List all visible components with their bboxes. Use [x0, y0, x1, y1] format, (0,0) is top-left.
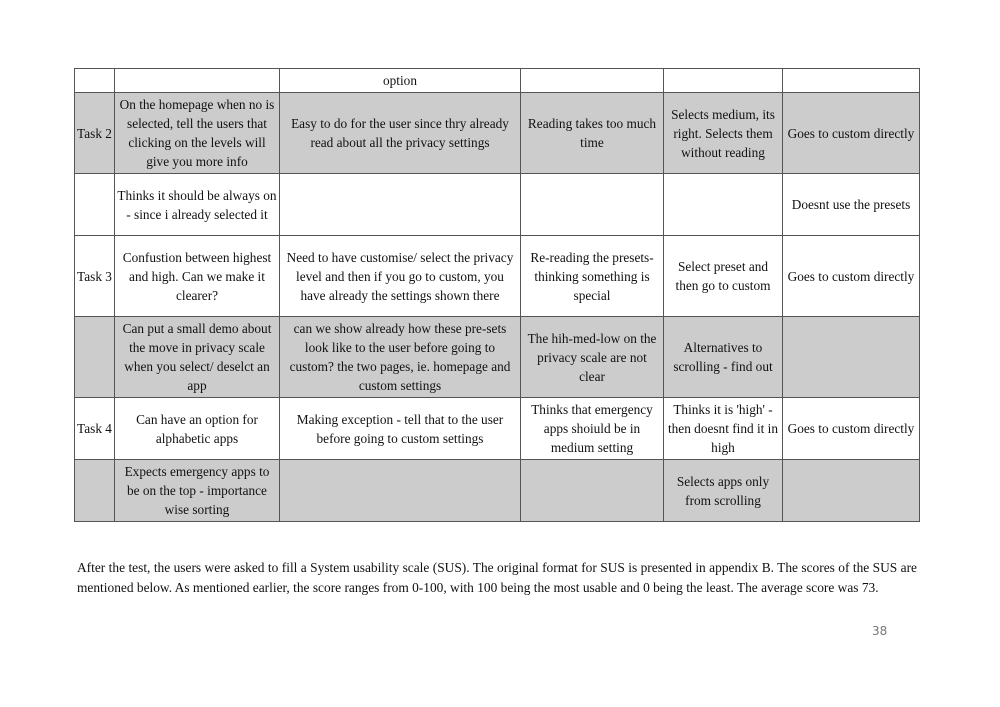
findings-table-body — [75, 69, 920, 522]
table-cell: Selects medium, its right. Selects them without reading — [664, 93, 783, 174]
table-row — [75, 317, 920, 398]
table-cell — [783, 317, 920, 398]
table-cell: Need to have customise/ select the privacy level and then if you go to custom, you have already the settings shown there — [280, 236, 521, 317]
table-cell: Thinks it should be always on - since i already selected it — [115, 174, 280, 236]
table-cell: Making exception - tell that to the user before going to custom settings — [280, 398, 521, 460]
table-cell: Thinks that emergency apps shoiuld be in medium setting — [521, 398, 664, 460]
table-row — [75, 174, 920, 236]
table-cell: Goes to custom directly — [783, 398, 920, 460]
table-cell: Doesnt use the presets — [783, 174, 920, 236]
table-cell — [280, 460, 521, 522]
table-cell — [521, 174, 664, 236]
table-cell: Expects emergency apps to be on the top - importance wise sorting — [115, 460, 280, 522]
table-cell: Can have an option for alphabetic apps — [115, 398, 280, 460]
task-label-cell — [75, 69, 115, 93]
table-row — [75, 93, 920, 174]
task-label-cell — [75, 174, 115, 236]
table-cell: The hih-med-low on the privacy scale are not clear — [521, 317, 664, 398]
table-cell: Easy to do for the user since thry already read about all the privacy settings — [280, 93, 521, 174]
table-cell: Selects apps only from scrolling — [664, 460, 783, 522]
table-cell — [521, 460, 664, 522]
table-cell: Can put a small demo about the move in privacy scale when you select/ deselct an app — [115, 317, 280, 398]
table-cell — [664, 174, 783, 236]
table-cell — [280, 174, 521, 236]
table-cell — [521, 69, 664, 93]
table-cell: Alternatives to scrolling - find out — [664, 317, 783, 398]
table-cell: Thinks it is 'high' - then doesnt find it in high — [664, 398, 783, 460]
table-row — [75, 460, 920, 522]
table-row — [75, 398, 920, 460]
table-cell: Goes to custom directly — [783, 236, 920, 317]
table-cell — [783, 69, 920, 93]
task-label-cell: Task 4 — [75, 398, 115, 460]
sus-paragraph: After the test, the users were asked to fill a System usability scale (SUS). The original format for SUS is presented in appendix B. The scores of the SUS are mentioned below. As mentioned earlier, the score ranges from 0-100, with 100 being the most usable and 0 being the least. The average score was 73. — [77, 560, 917, 595]
task-label-cell: Task 2 — [75, 93, 115, 174]
table-row — [75, 69, 920, 93]
table-cell — [783, 460, 920, 522]
table-cell: can we show already how these pre-sets look like to the user before going to custom? the two pages, ie. homepage and custom settings — [280, 317, 521, 398]
task-label-cell: Task 3 — [75, 236, 115, 317]
table-cell — [664, 69, 783, 93]
table-row — [75, 236, 920, 317]
findings-table — [74, 68, 920, 522]
table-cell: option — [280, 69, 521, 93]
table-cell: Confustion between highest and high. Can we make it clearer? — [115, 236, 280, 317]
table-cell: Re-reading the presets- thinking something is special — [521, 236, 664, 317]
table-cell: Reading takes too much time — [521, 93, 664, 174]
task-label-cell — [75, 460, 115, 522]
table-cell: On the homepage when no is selected, tell the users that clicking on the levels will give you more info — [115, 93, 280, 174]
table-cell — [115, 69, 280, 93]
task-label-cell — [75, 317, 115, 398]
table-cell: Select preset and then go to custom — [664, 236, 783, 317]
table-cell: Goes to custom directly — [783, 93, 920, 174]
page-number: 38 — [872, 624, 888, 638]
